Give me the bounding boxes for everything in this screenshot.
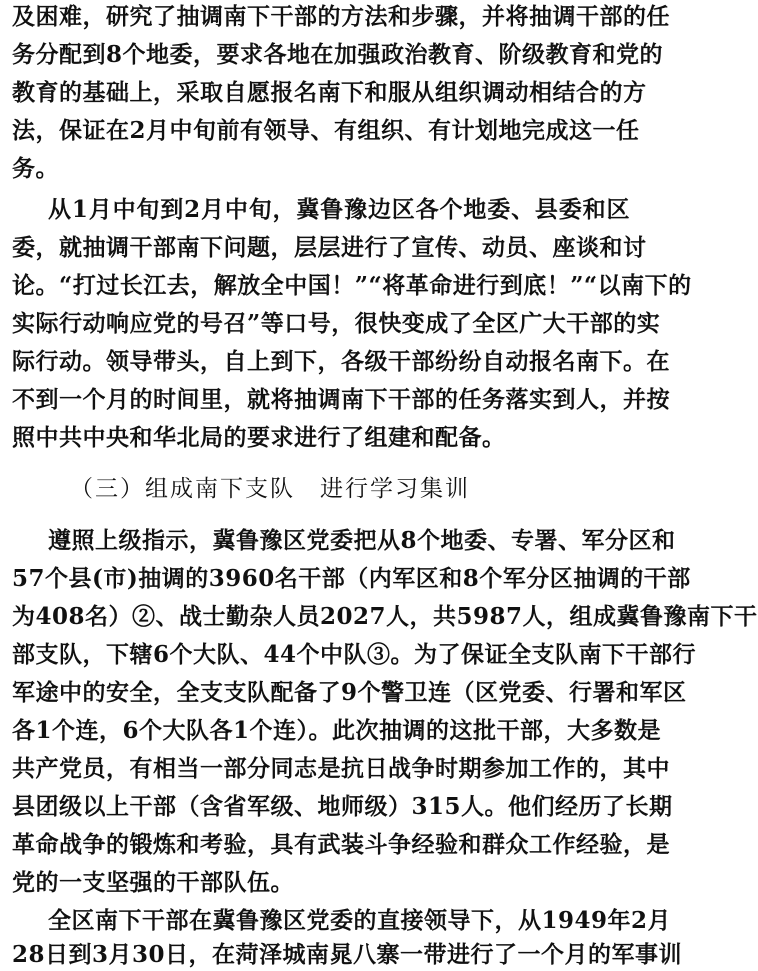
paragraph-line: 各1个连，6个大队各1个连）。此次抽调的这批干部，大多数是 [12, 717, 662, 744]
paragraph-line: 县团级以上干部（含省军级、地师级）315人。他们经历了长期 [12, 793, 673, 820]
paragraph-line: 法，保证在2月中旬前有领导、有组织、有计划地完成这一任 [12, 117, 640, 144]
paragraph-line: 委，就抽调干部南下问题，层层进行了宣传、动员、座谈和讨 [12, 234, 647, 261]
paragraph-line: 从1月中旬到2月中旬，冀鲁豫边区各个地委、县委和区 [48, 196, 630, 223]
paragraph-line: 务。 [12, 155, 59, 182]
paragraph-line: 全区南下干部在冀鲁豫区党委的直接领导下，从1949年2月 [48, 907, 672, 934]
paragraph-line: 论。“打过长江去，解放全中国！”“将革命进行到底！”“以南下的 [12, 272, 692, 299]
paragraph-line: 及困难，研究了抽调南下干部的方法和步骤，并将抽调干部的任 [12, 3, 670, 30]
paragraph-line: 57个县(市)抽调的3960名干部（内军区和8个军分区抽调的干部 [12, 565, 691, 592]
paragraph-line: 照中共中央和华北局的要求进行了组建和配备。 [12, 424, 506, 451]
paragraph-line: 党的一支坚强的干部队伍。 [12, 869, 294, 896]
paragraph-line: 革命战争的锻炼和考验，具有武装斗争经验和群众工作经验，是 [12, 831, 670, 858]
paragraph-line: 际行动。领导带头，自上到下，各级干部纷纷自动报名南下。在 [12, 348, 670, 375]
paragraph-line: 遵照上级指示，冀鲁豫区党委把从8个地委、专署、军分区和 [48, 527, 676, 554]
paragraph-line: 为408名）②、战士勤杂人员2027人，共5987人，组成冀鲁豫南下干 [12, 603, 758, 630]
section-heading: （三）组成南下支队 进行学习集训 [70, 476, 470, 502]
paragraph-line: 务分配到8个地委，要求各地在加强政治教育、阶级教育和党的 [12, 41, 664, 68]
paragraph-line: 不到一个月的时间里，就将抽调南下干部的任务落实到人，并按 [12, 386, 670, 413]
paragraph-line: 共产党员，有相当一部分同志是抗日战争时期参加工作的，其中 [12, 755, 670, 782]
paragraph-line: 28日到3月30日，在菏泽城南晁八寨一带进行了一个月的军事训 [12, 941, 683, 968]
paragraph-line: 军途中的安全，全支支队配备了9个警卫连（区党委、行署和军区 [12, 679, 687, 706]
paragraph-line: 教育的基础上，采取自愿报名南下和服从组织调动相结合的方 [12, 79, 647, 106]
paragraph-line: 部支队，下辖6个大队、44个中队③。为了保证全支队南下干部行 [12, 641, 697, 668]
paragraph-line: 实际行动响应党的号召”等口号，很快变成了全区广大干部的实 [12, 310, 661, 337]
